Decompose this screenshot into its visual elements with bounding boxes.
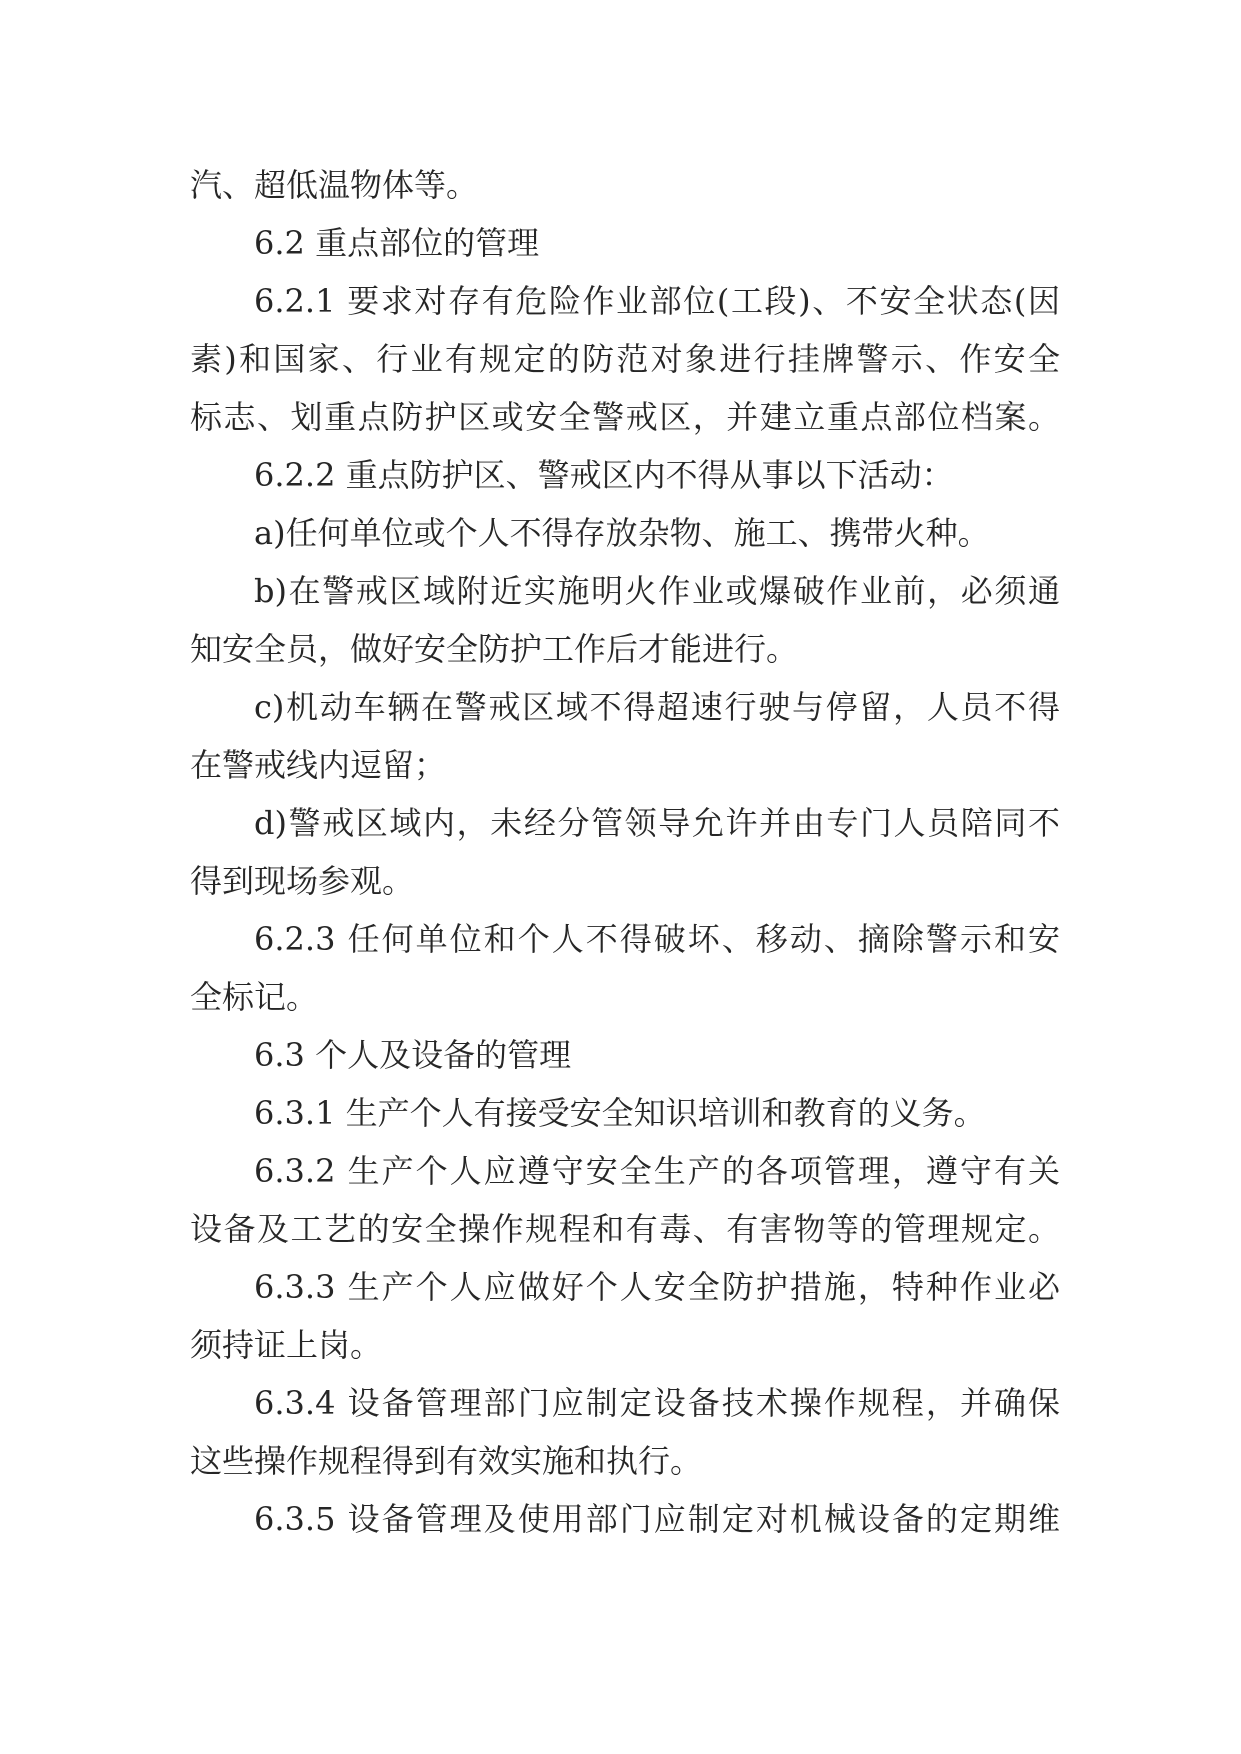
text-line: 6.2.2 重点防护区、警戒区内不得从事以下活动： [254, 456, 954, 494]
text-line: 这些操作规程得到有效实施和执行。 [190, 1442, 703, 1480]
text-line: 知安全员，做好安全防护工作后才能进行。 [190, 630, 799, 668]
text-line: 6.3.4 设备管理部门应制定设备技术操作规程，并确保 [254, 1384, 1060, 1422]
text-line: 6.2.1 要求对存有危险作业部位(工段)、不安全状态(因 [254, 282, 1060, 320]
text-line: 6.3.5 设备管理及使用部门应制定对机械设备的定期维 [254, 1500, 1060, 1538]
list-item: a)任何单位或个人不得存放杂物、施工、携带火种。 [254, 514, 990, 552]
text-line: 在警戒线内逗留； [190, 746, 447, 784]
text-line: 得到现场参观。 [190, 862, 415, 900]
text-line: 6.3.2 生产个人应遵守安全生产的各项管理，遵守有关 [254, 1152, 1060, 1190]
text-line: 汽、超低温物体等。 [190, 166, 479, 204]
text-line: 设备及工艺的安全操作规程和有毒、有害物等的管理规定。 [190, 1210, 1060, 1248]
list-item: b)在警戒区域附近实施明火作业或爆破作业前，必须通 [254, 572, 1060, 610]
section-heading: 6.2 重点部位的管理 [254, 224, 540, 262]
text-line: 6.2.3 任何单位和个人不得破坏、移动、摘除警示和安 [254, 920, 1060, 958]
text-line: 6.3.3 生产个人应做好个人安全防护措施，特种作业必 [254, 1268, 1060, 1306]
text-line: 素)和国家、行业有规定的防范对象进行挂牌警示、作安全 [190, 340, 1060, 378]
list-item: d)警戒区域内，未经分管领导允许并由专门人员陪同不 [254, 804, 1060, 842]
text-line: 全标记。 [190, 978, 319, 1016]
text-line: 标志、划重点防护区或安全警戒区，并建立重点部位档案。 [190, 398, 1060, 436]
text-line: 须持证上岗。 [190, 1326, 383, 1364]
list-item: c)机动车辆在警戒区域不得超速行驶与停留，人员不得 [254, 688, 1060, 726]
text-line: 6.3.1 生产个人有接受安全知识培训和教育的义务。 [254, 1094, 986, 1132]
section-heading: 6.3 个人及设备的管理 [254, 1036, 572, 1074]
